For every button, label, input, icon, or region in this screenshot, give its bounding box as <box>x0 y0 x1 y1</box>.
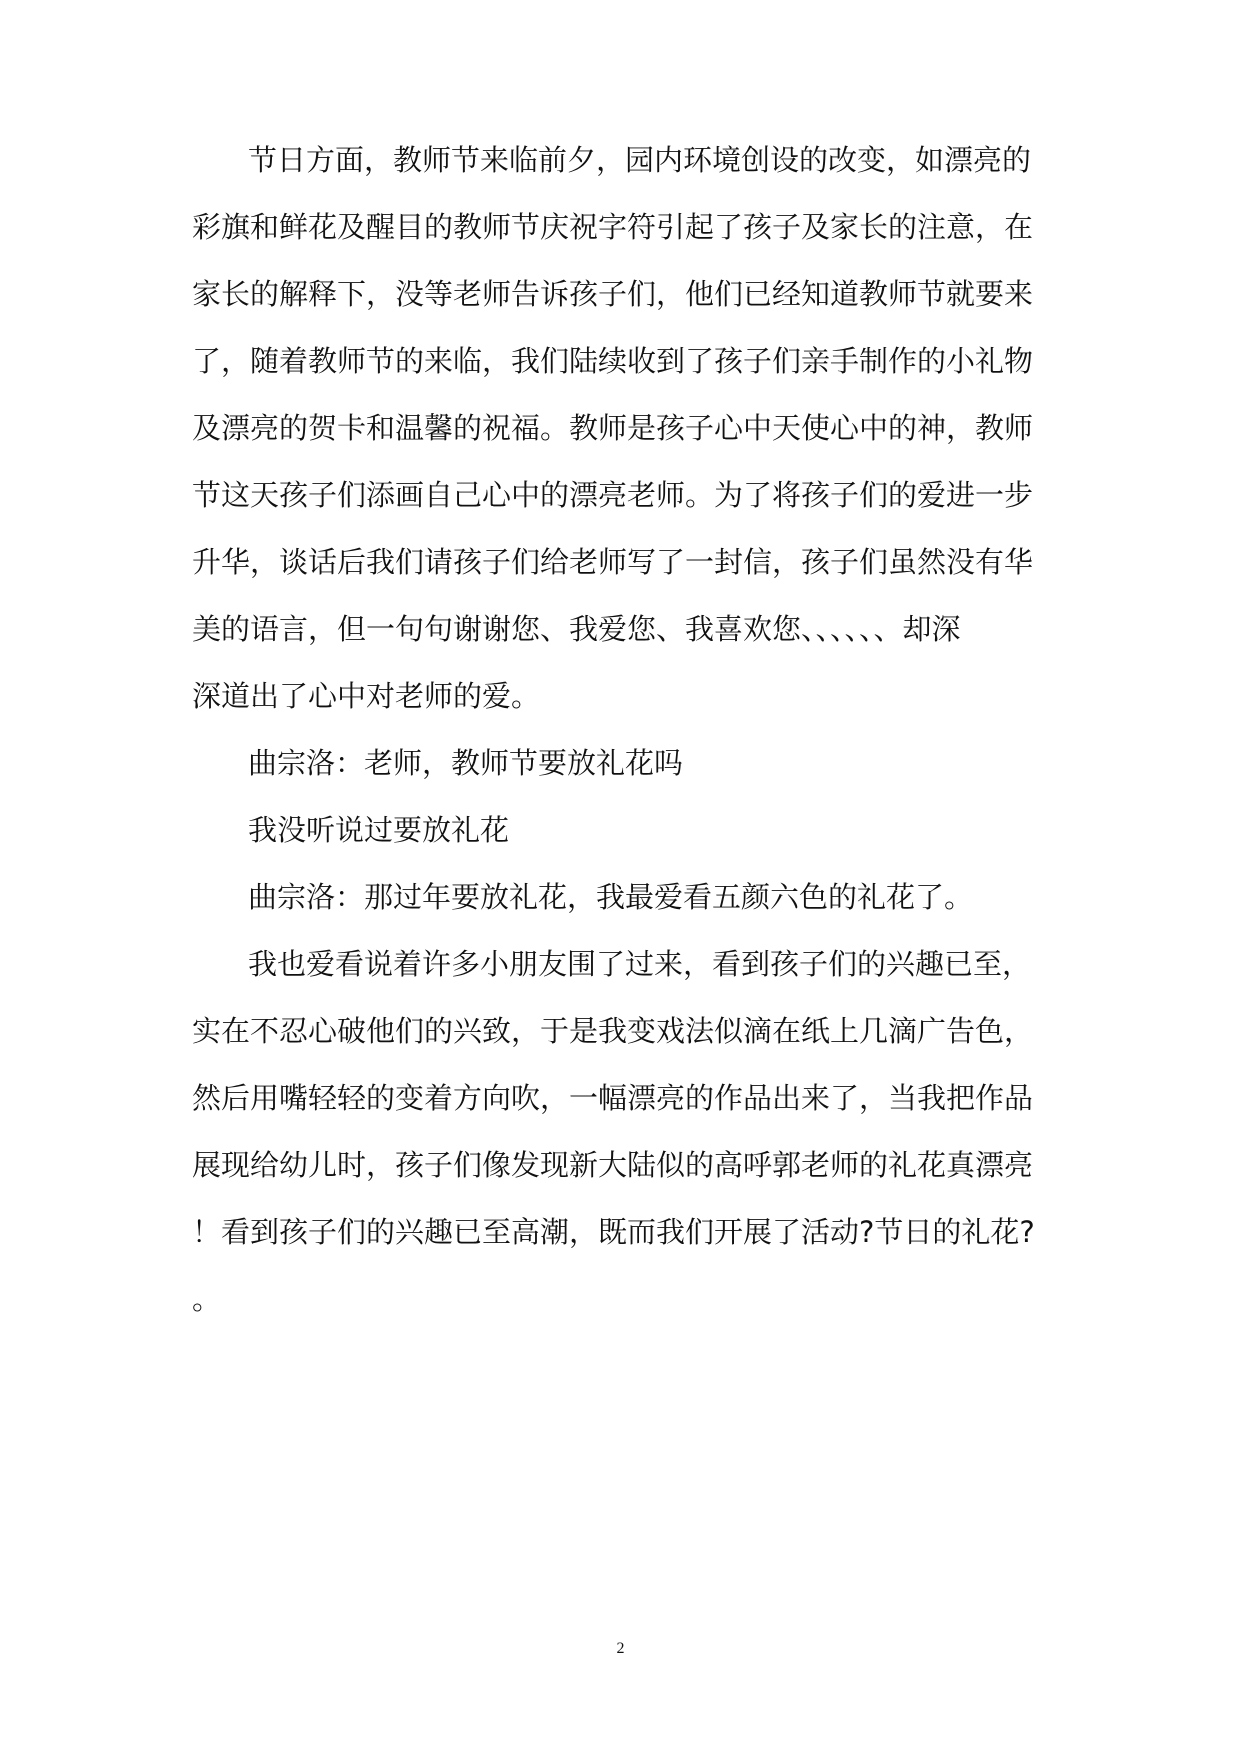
dialogue-line: 曲宗洛：老师，教师节要放礼花吗 <box>248 746 684 780</box>
text-line: 节日方面，教师节来临前夕，园内环境创设的改变，如漂亮的 <box>248 143 1032 177</box>
text-line: 节这天孩子们添画自己心中的漂亮老师。为了将孩子们的爱进一步 <box>192 478 1034 512</box>
dialogue-line: 曲宗洛：那过年要放礼花，我最爱看五颜六色的礼花了。 <box>248 880 974 914</box>
text-line: 。 <box>192 1282 222 1316</box>
text-line: 彩旗和鲜花及醒目的教师节庆祝字符引起了孩子及家长的注意，在 <box>192 210 1034 244</box>
text-line: 美的语言，但一句句谢谢您、我爱您、我喜欢您、、、、、、却深 <box>192 612 961 646</box>
text-line: 及漂亮的贺卡和温馨的祝福。教师是孩子心中天使心中的神，教师 <box>192 411 1034 445</box>
text-line: 了，随着教师节的来临，我们陆续收到了孩子们亲手制作的小礼物 <box>192 344 1034 378</box>
text-line: 深道出了心中对老师的爱。 <box>192 679 541 713</box>
text-line: 实在不忍心破他们的兴致，于是我变戏法似滴在纸上几滴广告色， <box>192 1014 1034 1048</box>
text-line: 家长的解释下，没等老师告诉孩子们，他们已经知道教师节就要来 <box>192 277 1034 311</box>
text-line: 我也爱看说着许多小朋友围了过来，看到孩子们的兴趣已至， <box>248 947 1032 981</box>
text-line: 然后用嘴轻轻的变着方向吹，一幅漂亮的作品出来了，当我把作品 <box>192 1081 1034 1115</box>
text-line: 展现给幼儿时，孩子们像发现新大陆似的高呼郭老师的礼花真漂亮 <box>192 1148 1034 1182</box>
dialogue-line: 我没听说过要放礼花 <box>248 813 510 847</box>
text-line: ！看到孩子们的兴趣已至高潮，既而我们开展了活动?节日的礼花? <box>192 1215 1035 1249</box>
text-line: 升华，谈话后我们请孩子们给老师写了一封信，孩子们虽然没有华 <box>192 545 1034 579</box>
page-number: 2 <box>616 1640 625 1657</box>
